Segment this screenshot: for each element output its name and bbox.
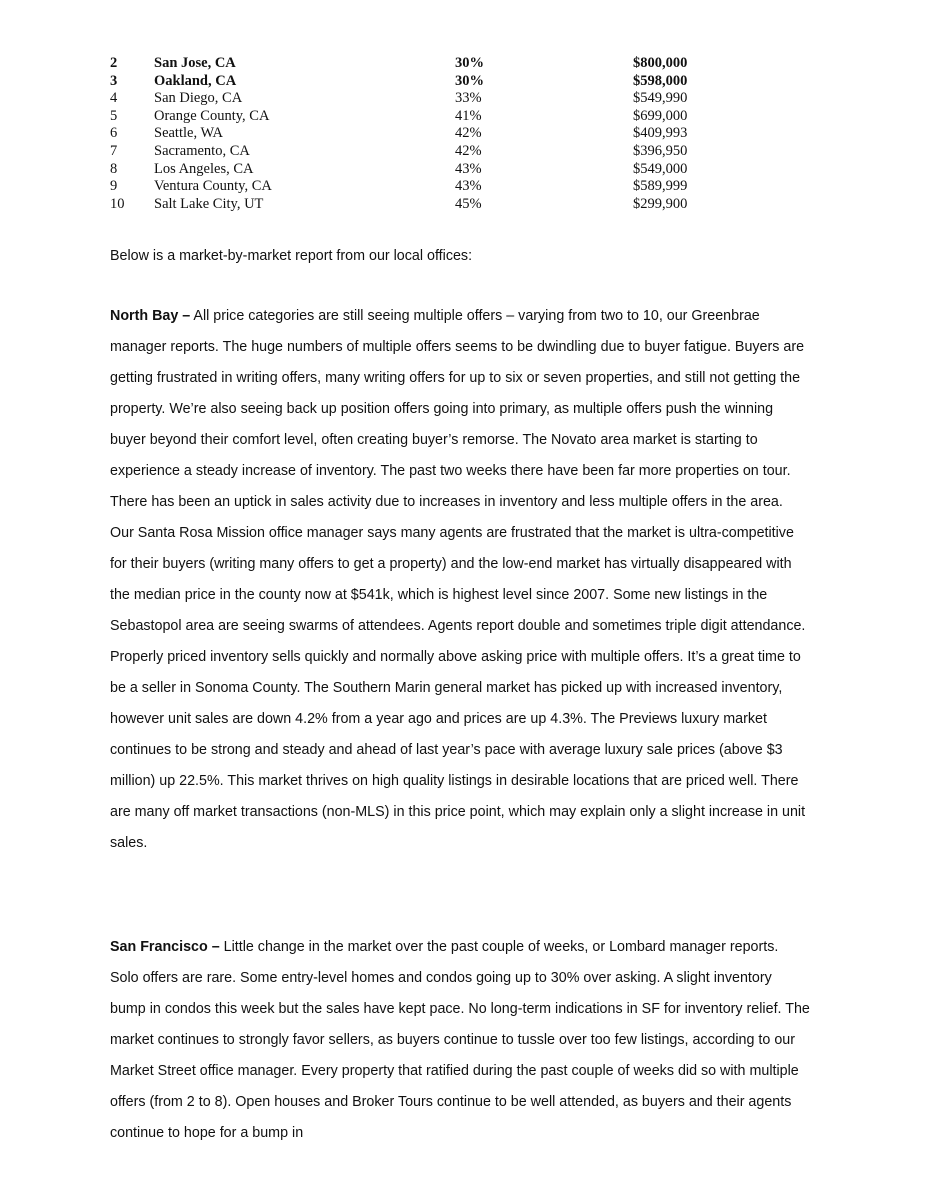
san-francisco-text: Little change in the market over the past couple of weeks, or Lombard manager reports. Solo offers are rare. Some entry-level homes and condos going up to 30% over asking. A slight inventory bump in condos this week but the sales have kept pace. No long-term indications in SF for inventory relief. The market continues to strongly favor sellers, as buyers continue to tussle over too few listings, according to our Market Street office manager. Every property that ratified during the past couple of weeks did so with multiple offers (from 2 to 8). Open houses and Broker Tours continue to be well attended, as buyers and their agents continue to hope for a bump in — [110, 939, 810, 1141]
intro-paragraph — [110, 246, 810, 266]
north-bay-paragraph — [110, 301, 810, 859]
san-francisco-section — [110, 932, 810, 1149]
city-cell: Los Angeles, CA — [154, 160, 254, 177]
table-row — [110, 161, 730, 179]
percent-cell: 45% — [455, 195, 482, 212]
percent-cell: 33% — [455, 90, 482, 107]
city-cell: Salt Lake City, UT — [154, 195, 264, 212]
table-row — [110, 125, 730, 143]
city-cell: Seattle, WA — [154, 125, 223, 142]
market-ranking-table — [110, 55, 730, 213]
north-bay-heading: North Bay – — [110, 308, 191, 324]
rank-cell: 5 — [110, 107, 118, 124]
table-row — [110, 108, 730, 126]
price-cell: $549,990 — [633, 90, 688, 107]
percent-cell: 43% — [455, 160, 482, 177]
percent-cell: 41% — [455, 107, 482, 124]
city-cell: Oakland, CA — [154, 72, 237, 89]
price-cell: $299,900 — [633, 195, 688, 212]
rank-cell: 8 — [110, 160, 118, 177]
percent-cell: 30% — [455, 55, 484, 71]
city-cell: Ventura County, CA — [154, 178, 272, 195]
table-row — [110, 143, 730, 161]
san-francisco-heading: San Francisco – — [110, 939, 220, 955]
rank-cell: 9 — [110, 178, 118, 195]
table-row — [110, 73, 730, 91]
rank-cell: 6 — [110, 125, 118, 142]
rank-cell: 7 — [110, 142, 118, 159]
percent-cell: 42% — [455, 142, 482, 159]
price-cell: $409,993 — [633, 125, 688, 142]
price-cell: $598,000 — [633, 72, 688, 89]
percent-cell: 42% — [455, 125, 482, 142]
percent-cell: 30% — [455, 72, 484, 89]
price-cell: $800,000 — [633, 55, 688, 71]
table-row — [110, 90, 730, 108]
rank-cell: 10 — [110, 195, 125, 212]
north-bay-text: All price categories are still seeing multiple offers – varying from two to 10, our Greenbrae manager reports. The huge numbers of multiple offers seems to be dwindling due to buyer fatigue. Buyers are getting frustrated in writing offers, many writing offers for up to six or seven properties, and still not getting the property. We’re also seeing back up position offers going into primary, as multiple offers push the winning buyer beyond their comfort level, often creating buyer’s remorse. The Novato area market is starting to experience a steady increase of inventory. The past two weeks there have been far more properties on tour. There has been an uptick in sales activity due to increases in inventory and less multiple offers in the area. Our Santa Rosa Mission office manager says many agents are frustrated that the market is ultra-competitive for their buyers (writing many offers to get a property) and the low-end market has virtually disappeared with the median price in the county now at $541k, which is highest level since 2007. Some new listings in the Sebastopol area are seeing swarms of attendees. Agents report double and sometimes triple digit attendance. Properly priced inventory sells quickly and normally above asking price with multiple offers. It’s a great time to be a seller in Sonoma County. The Southern Marin general market has picked up with increased inventory, however unit sales are down 4.2% from a year ago and prices are up 4.3%. The Previews luxury market continues to be strong and steady and ahead of last year’s pace with average luxury sale prices (above $3 million) up 22.5%. This market thrives on high quality listings in desirable locations that are priced well. There are many off market transactions (non-MLS) in this price point, which may explain only a slight increase in unit sales. — [110, 308, 806, 851]
table-row — [110, 55, 730, 73]
rank-cell: 3 — [110, 72, 118, 89]
percent-cell: 43% — [455, 178, 482, 195]
city-cell: Orange County, CA — [154, 107, 270, 124]
north-bay-section — [110, 301, 810, 859]
rank-cell: 4 — [110, 90, 118, 107]
san-francisco-paragraph — [110, 932, 810, 1149]
price-cell: $589,999 — [633, 178, 688, 195]
rank-cell: 2 — [110, 55, 118, 71]
intro-text: Below is a market-by-market report from our local offices: — [110, 248, 473, 264]
city-cell: San Diego, CA — [154, 90, 243, 107]
price-cell: $396,950 — [633, 142, 688, 159]
price-cell: $549,000 — [633, 160, 688, 177]
city-cell: Sacramento, CA — [154, 142, 250, 159]
city-cell: San Jose, CA — [154, 55, 236, 71]
price-cell: $699,000 — [633, 107, 688, 124]
table-row — [110, 178, 730, 196]
table-row — [110, 196, 730, 214]
